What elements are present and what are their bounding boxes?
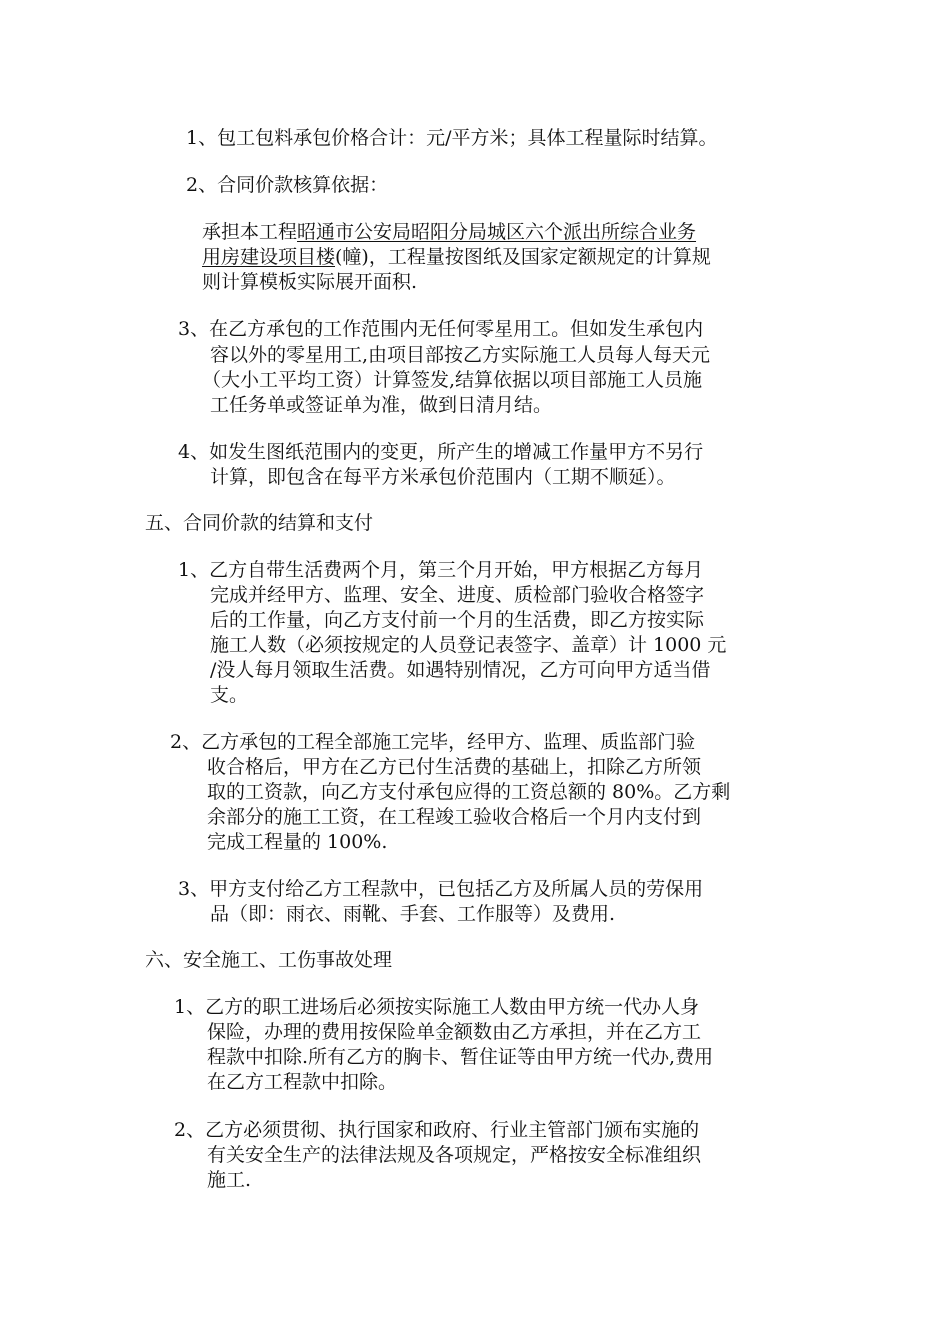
clause-5-3-line-2: 品（即：雨衣、雨靴、手套、工作服等）及费用. <box>210 903 616 925</box>
clause-5-1-line-1: 1、乙方自带生活费两个月，第三个月开始，甲方根据乙方每月 <box>178 559 704 581</box>
section-6-heading: 六、安全施工、工伤事故处理 <box>145 949 393 971</box>
clause-4-4-line-1: 4、如发生图纸范围内的变更，所产生的增减工作量甲方不另行 <box>178 441 704 463</box>
clause-5-1-line-5: /没人每月领取生活费。如遇特别情况，乙方可向甲方适当借 <box>210 659 711 681</box>
clause-4-1: 1、包工包料承包价格合计：元/平方米；具体工程量际时结算。 <box>186 127 718 149</box>
clause-5-1-line-6: 支。 <box>210 684 249 706</box>
clause-4-2: 2、合同价款核算依据： <box>186 174 389 196</box>
clause-4-3-line-2: 容以外的零星用工,由项目部按乙方实际施工人员每人每天元 <box>210 344 711 366</box>
clause-5-2-line-2: 收合格后，甲方在乙方已付生活费的基础上，扣除乙方所领 <box>207 756 702 778</box>
clause-5-1-line-4: 施工人数（必须按规定的人员登记表签字、盖章）计 1000 元 <box>210 634 727 656</box>
clause-5-3-line-1: 3、甲方支付给乙方工程款中，已包括乙方及所属人员的劳保用 <box>178 878 704 900</box>
clause-5-2-line-1: 2、乙方承包的工程全部施工完毕，经甲方、监理、质监部门验 <box>170 731 696 753</box>
clause-6-1-line-3: 程款中扣除.所有乙方的胸卡、暂住证等由甲方统一代办,费用 <box>207 1046 714 1068</box>
project-name-part-2: 用房建设项目楼 <box>202 246 336 268</box>
clause-5-1-line-3: 后的工作量，向乙方支付前一个月的生活费，即乙方按实际 <box>210 609 705 631</box>
clause-6-2-line-2: 有关安全生产的法律法规及各项规定，严格按安全标准组织 <box>207 1144 702 1166</box>
clause-6-2-line-3: 施工. <box>207 1169 252 1191</box>
clause-6-2-line-1: 2、乙方必须贯彻、执行国家和政府、行业主管部门颁布实施的 <box>174 1119 700 1141</box>
clause-4-3-line-4: 工任务单或签证单为准，做到日清月结。 <box>210 394 553 416</box>
clause-5-2-line-3: 取的工资款，向乙方支付承包应得的工资总额的 80%。乙方剩 <box>207 781 731 803</box>
basis-suffix: (幢)，工程量按图纸及国家定额规定的计算规 <box>335 246 711 268</box>
clause-6-1-line-1: 1、乙方的职工进场后必须按实际施工人数由甲方统一代办人身 <box>174 996 700 1018</box>
clause-5-2-line-5: 完成工程量的 100%. <box>207 831 388 853</box>
project-name-part-1: 昭通市公安局昭阳分局城区六个派出所综合业务 <box>297 221 697 243</box>
clause-5-1-line-2: 完成并经甲方、监理、安全、进度、质检部门验收合格签字 <box>210 584 705 606</box>
section-5-heading: 五、合同价款的结算和支付 <box>145 512 374 534</box>
clause-6-1-line-2: 保险，办理的费用按保险单金额数由乙方承担，并在乙方工 <box>207 1021 702 1043</box>
clause-5-2-line-4: 余部分的施工工资，在工程竣工验收合格后一个月内支付到 <box>207 806 702 828</box>
clause-4-2-basis-line-1 <box>202 220 696 244</box>
clause-4-3-line-3: （大小工平均工资）计算签发,结算依据以项目部施工人员施 <box>202 369 703 391</box>
clause-6-1-line-4: 在乙方工程款中扣除。 <box>207 1071 398 1093</box>
clause-4-2-basis-line-3: 则计算模板实际展开面积. <box>202 271 418 293</box>
clause-4-4-line-2: 计算，即包含在每平方米承包价范围内（工期不顺延）。 <box>210 466 676 488</box>
basis-prefix: 承担本工程 <box>202 221 298 243</box>
clause-4-2-basis-line-2 <box>202 245 711 269</box>
clause-4-3-line-1: 3、在乙方承包的工作范围内无任何零星用工。但如发生承包内 <box>178 318 704 340</box>
